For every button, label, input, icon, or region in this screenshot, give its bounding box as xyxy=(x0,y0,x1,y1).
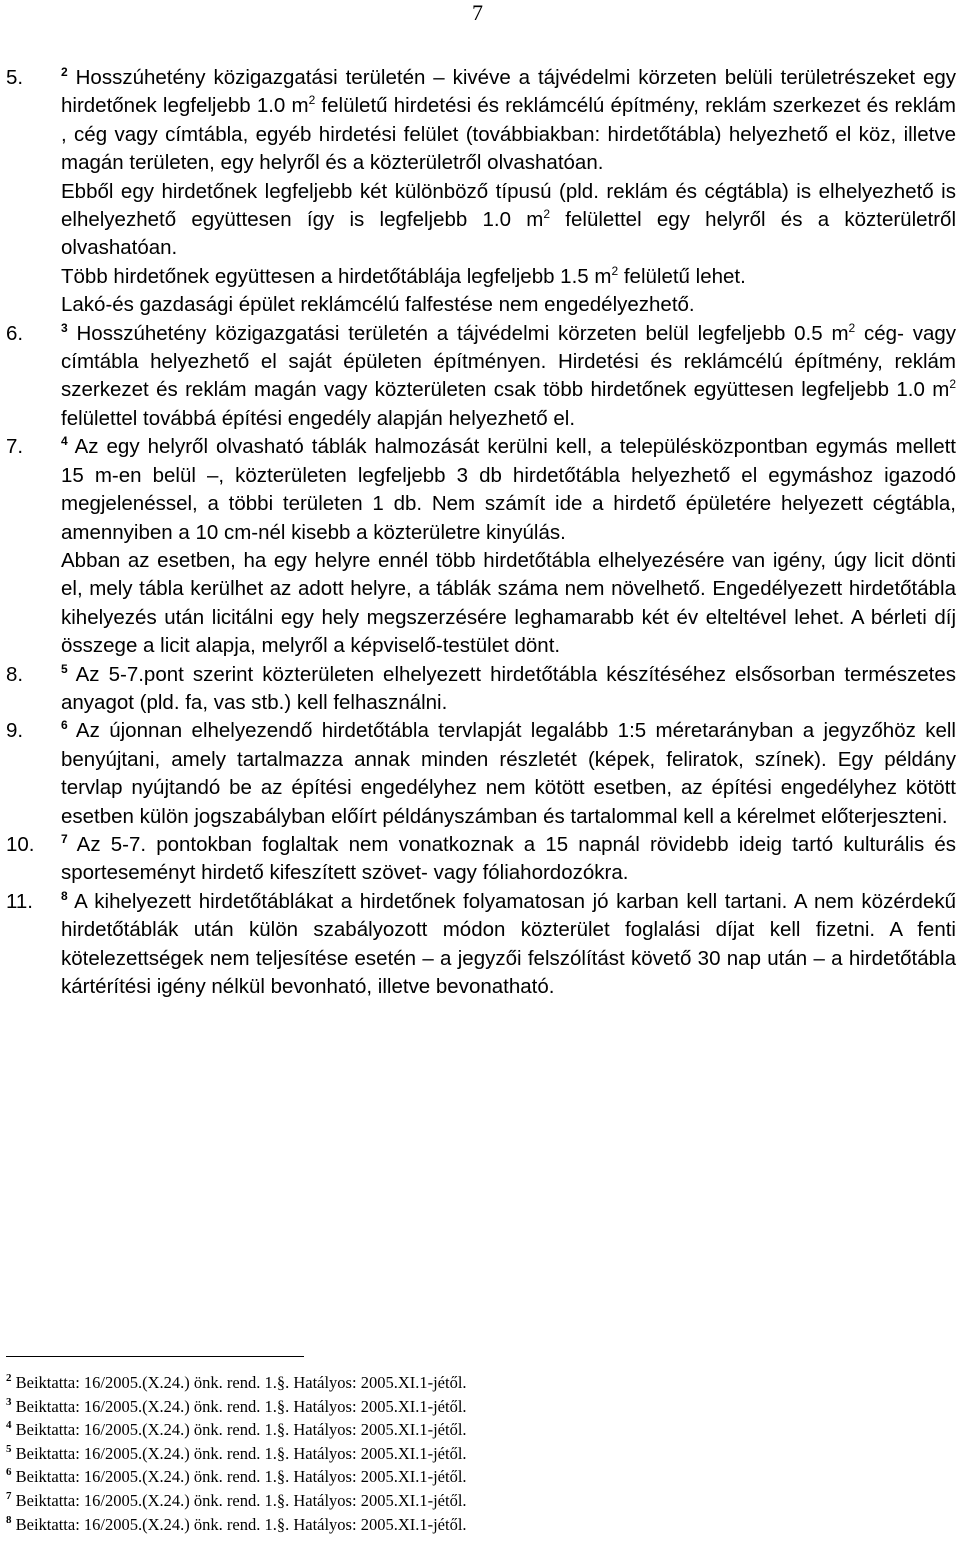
footnote-number: 6 xyxy=(6,1466,12,1479)
footnote xyxy=(6,1395,467,1419)
footnote-number: 2 xyxy=(6,1372,12,1384)
paragraph xyxy=(61,263,956,291)
text-run: Az 5-7. pontokban foglaltak nem vonatkoznak a 15 napnál rövidebb ideig tartó kulturális és sporteseményt hirdető kifeszített szövet- vagy fóliahordozókra. xyxy=(61,832,956,885)
footnote-text: Beiktatta: 16/2005.(X.24.) önk. rend. 1.§. Hatályos: 2005.XI.1-jétől. xyxy=(11,1443,467,1463)
footnote-separator xyxy=(6,1356,304,1357)
item-number: 9. xyxy=(6,719,24,743)
paragraph xyxy=(61,831,956,888)
paragraph xyxy=(61,717,956,831)
item-number: 8. xyxy=(6,662,24,686)
page-number: 7 xyxy=(472,0,483,25)
text-run: Több hirdetőnek együttesen a hirdetőtáblája legfeljebb 1.5 m xyxy=(61,264,612,288)
footnote-number: 8 xyxy=(6,1513,12,1526)
list-item xyxy=(0,831,960,888)
item-number: 5. xyxy=(6,66,24,89)
footnote-number: 5 xyxy=(6,1442,12,1455)
unit-exponent: 2 xyxy=(308,93,316,108)
footnote-ref: 3 xyxy=(61,320,68,335)
item-number: 10. xyxy=(6,832,35,856)
footnote-text: Beiktatta: 16/2005.(X.24.) önk. rend. 1.§. Hatályos: 2005.XI.1-jétől. xyxy=(11,1396,467,1416)
text-run: Hosszúhetény közigazgatási területén a tájvédelmi körzeten belül legfeljebb 0.5 m xyxy=(67,321,849,345)
list-item xyxy=(0,888,960,1002)
paragraph xyxy=(61,888,956,1002)
footnote-text: Beiktatta: 16/2005.(X.24.) önk. rend. 1.§. Hatályos: 2005.XI.1-jétől. xyxy=(11,1514,467,1534)
footnote-number: 3 xyxy=(6,1395,12,1408)
list-item xyxy=(0,64,960,320)
text-run: Az 5-7.pont szerint közterületen elhelyezett hirdetőtábla készítéséhez elsősorban természetes anyagot (pld. fa, vas stb.) kell felhasználni. xyxy=(61,662,956,714)
footnote-text: Beiktatta: 16/2005.(X.24.) önk. rend. 1.§. Hatályos: 2005.XI.1-jétől. xyxy=(11,1490,467,1510)
paragraph xyxy=(61,320,956,434)
footnote xyxy=(6,1513,467,1537)
footnote-text: Beiktatta: 16/2005.(X.24.) önk. rend. 1.§. Hatályos: 2005.XI.1-jétől. xyxy=(11,1467,467,1487)
unit-exponent: 2 xyxy=(543,207,551,222)
document-body xyxy=(0,64,960,1001)
footnote xyxy=(6,1371,467,1395)
list-item xyxy=(0,320,960,434)
unit-exponent: 2 xyxy=(949,377,956,392)
unit-exponent: 2 xyxy=(611,263,619,278)
footnote-ref: 6 xyxy=(61,718,68,733)
footnote-number: 4 xyxy=(6,1419,12,1432)
footnote-list xyxy=(6,1371,467,1536)
text-run: Abban az esetben, ha egy helyre ennél több hirdetőtábla elhelyezésére van igény, úgy licit dönti el, mely tábla kerülhet az adott helyre, a táblák száma nem növelhető. Engedélyezett hirdetőtábla kihelyezés után licitálni egy hely megszerzésére leghamarabb két év elteltével lehet. A bérleti díj összege a licit alapja, melyről a képviselő-testület dönt. xyxy=(61,548,956,658)
paragraph xyxy=(61,291,956,319)
footnote xyxy=(6,1489,467,1513)
text-run: felülettel egy helyről és a közterületről olvashatóan. xyxy=(61,208,957,260)
text-run: Az újonnan elhelyezendő hirdetőtábla tervlapját legalább 1:5 méretarányban a jegyzőhöz kell benyújtani, amely tartalmazza annak minden részletét (képek, feliratok, színek). Egy példány tervlap nyújtandó be az építési engedélyhez nem kötött esetben, az építési engedélyhez kötött esetben külön jogszabályban előírt példányszámban és tartalommal kell a kérelmet előterjeszteni. xyxy=(61,719,956,828)
footnote-ref: 4 xyxy=(61,434,68,449)
footnote xyxy=(6,1465,467,1489)
footnote-number: 7 xyxy=(6,1489,12,1502)
text-run: felületű hirdetési és reklámcélú építmény, reklám szerkezet és reklám , cég vagy címtábla, egyéb hirdetési felület (továbbiakban: hirdetőtábla) helyezhető el köz, illetve magán területen, egy helyről és a közterületről olvashatóan. xyxy=(61,94,956,175)
item-number: 7. xyxy=(6,435,24,459)
list-item xyxy=(0,661,960,718)
paragraph xyxy=(61,64,956,178)
footnote-ref: 8 xyxy=(61,888,68,903)
text-run: A kihelyezett hirdetőtáblákat a hirdetőnek folyamatosan jó karban kell tartani. A nem közérdekű hirdetőtáblák után külön szabályozott módon közterület foglalási díjat kell fizetni. A fenti kötelezettségek nem teljesítése esetén – a jegyzői felszólítást követő 30 nap után – a hirdetőtábla kártérítési igény nélkül bevonható, illetve bevonatható. xyxy=(61,889,956,998)
footnote-ref: 7 xyxy=(61,831,68,846)
text-run: felülettel továbbá építési engedély alapján helyezhető el. xyxy=(61,406,576,430)
unit-exponent: 2 xyxy=(848,320,856,335)
text-run: cég- vagy címtábla helyezhető el saját épületen építményen. Hirdetési és reklámcélú építmény, reklám szerkezet és reklám magán vagy közterületen csak több hirdetőnek együttesen legfeljebb 1.0 m xyxy=(61,321,956,402)
footnote-text: Beiktatta: 16/2005.(X.24.) önk. rend. 1.§. Hatályos: 2005.XI.1-jétől. xyxy=(11,1420,467,1440)
footnote xyxy=(6,1418,467,1442)
text-run: felületű lehet. xyxy=(618,264,746,288)
footnote-ref: 5 xyxy=(61,661,68,676)
text-run: Lakó-és gazdasági épület reklámcélú falfestése nem engedélyezhető. xyxy=(61,293,695,317)
paragraph xyxy=(61,661,956,718)
paragraph xyxy=(61,178,956,263)
paragraph xyxy=(61,433,956,547)
footnote-text: Beiktatta: 16/2005.(X.24.) önk. rend. 1.§. Hatályos: 2005.XI.1-jétől. xyxy=(11,1373,467,1392)
footnote-ref: 2 xyxy=(61,65,68,79)
paragraph xyxy=(61,547,956,661)
item-number: 6. xyxy=(6,321,24,345)
item-number: 11. xyxy=(6,889,33,913)
text-run: Az egy helyről olvasható táblák halmozását kerülni kell, a településközpontban egymás mellett 15 m-en belül –, közterületen legfeljebb 3 db hirdetőtábla helyezhető el egymáshoz igazodó megjelenéssel, a többi területen 1 db. Nem számít ide a hirdető épületére helyezett cégtábla, amennyiben a 10 cm-nél kisebb a közterületre kinyúlás. xyxy=(61,435,956,544)
text-run: Hosszúhetény közigazgatási területén – kivéve a tájvédelmi körzeten belüli területrészeket egy hirdetőnek legfeljebb 1.0 m xyxy=(61,66,956,118)
text-run: Ebből egy hirdetőnek legfeljebb két különböző típusú (pld. reklám és cégtábla) is elhelyezhető is elhelyezhető együttesen így is legfeljebb 1.0 m xyxy=(61,179,956,232)
list-item xyxy=(0,433,960,660)
list-item xyxy=(0,717,960,831)
footnote xyxy=(6,1442,467,1466)
